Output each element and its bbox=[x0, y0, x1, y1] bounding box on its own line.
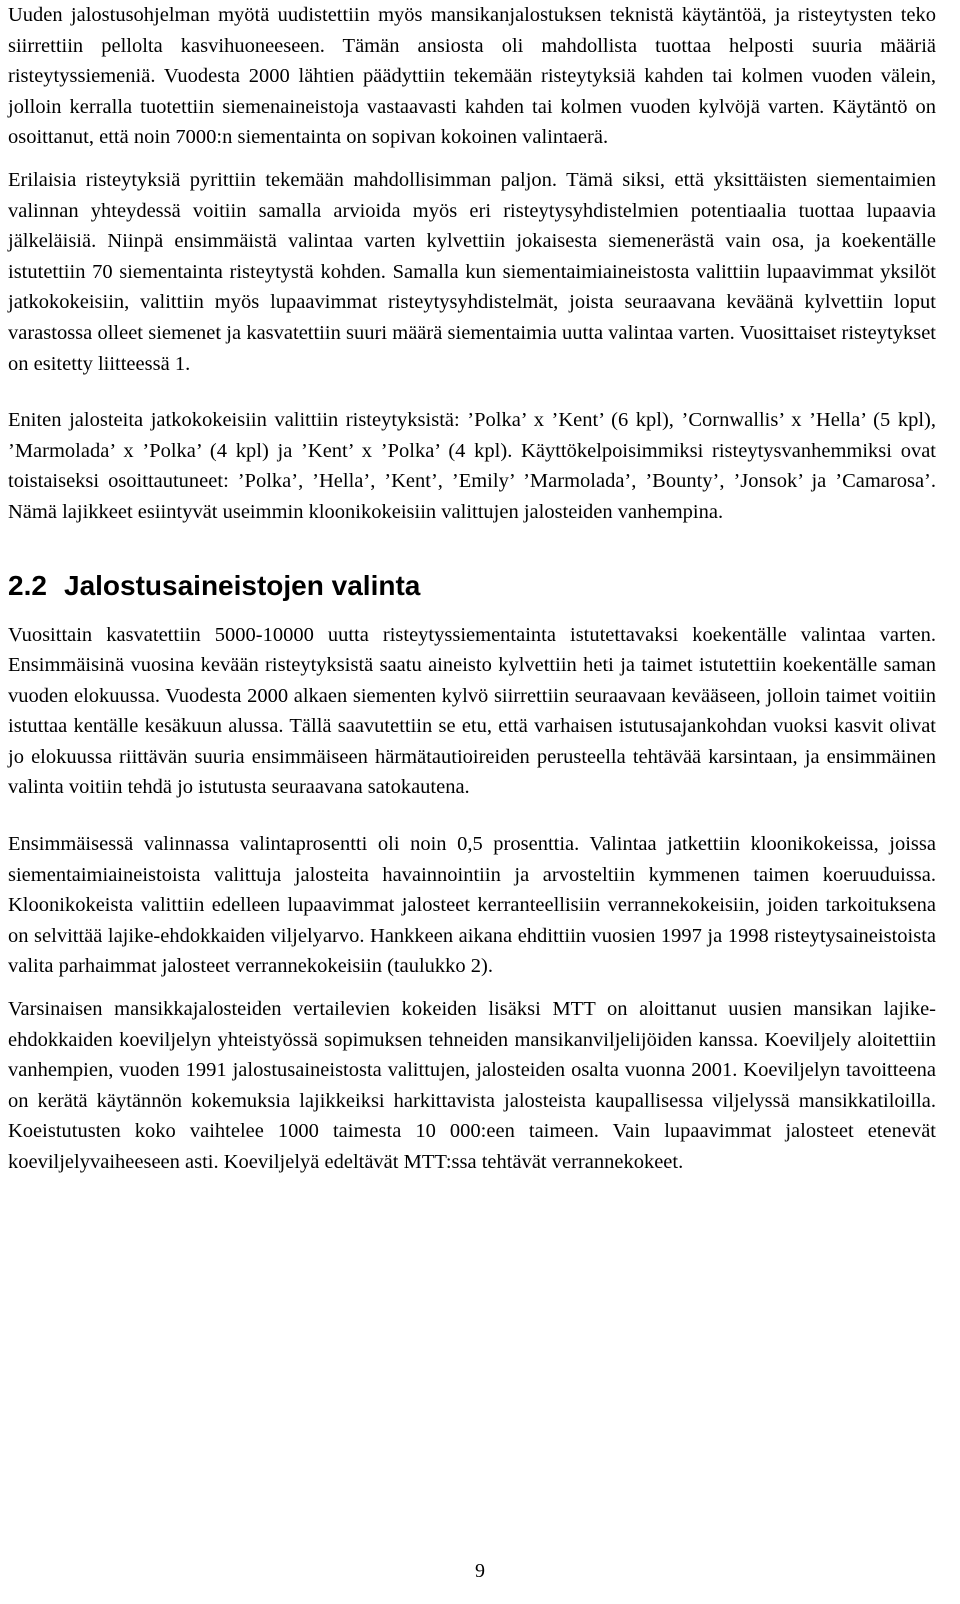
paragraph-trial-cultivation: Varsinaisen mansikkajalosteiden vertailevien kokeiden lisäksi MTT on aloittanut uusien mansikan lajike-ehdokkaiden koeviljelyn yhteistyössä sopimuksen tehneiden mansikanviljelijöiden kanssa. Koeviljely aloitettiin vanhempien, vuoden 1991 jalostusaineistosta valittujen, jalosteiden osalta vuonna 2001. Koeviljelyn tavoitteena on kerätä käytännön kokemuksia lajikkeiksi harkittavista jalosteista kaupallisessa viljelyssä mansikkatiloilla. Koeistutusten koko vaihtelee 1000 taimesta 10 000:een taimeen. Vain lupaavimmat jalosteet etenevät koeviljelyvaiheeseen asti. Koeviljelyä edeltävät MTT:ssa tehtävät verrannekokeet. bbox=[8, 998, 936, 1173]
paragraph-crossing-combinations: Erilaisia risteytyksiä pyrittiin tekemään mahdollisimman paljon. Tämä siksi, että yksittäisten siementaimien valinnan yhteydessä voitiin samalla arvioida myös eri risteytysyhdistelmien potentiaalia tuottaa lupaavia jälkeläisiä. Niinpä ensimmäistä valintaa varten kylvettiin jokaisesta siemenerästä vain osa, ja koekentälle istutettiin 70 siementainta risteytystä kohden. Samalla kun siementaimiaineistosta valittiin lupaavimmat yksilöt jatkokokeisiin, valittiin myös lupaavimmat risteytysyhdistelmät, joista seuraavana keväänä kylvettiin loput varastossa olleet siemenet ja kasvatettiin suuri määrä siementaimia uutta valintaa varten. Vuosittaiset risteytykset on esitetty liitteessä 1. bbox=[8, 168, 936, 375]
document-page bbox=[8, 0, 936, 1178]
section-heading bbox=[8, 566, 936, 606]
section-title: Jalostusaineistojen valinta bbox=[64, 569, 421, 601]
paragraph-best-parents: Eniten jalosteita jatkokokeisiin valittiin risteytyksistä: ’Polka’ x ’Kent’ (6 kpl), ’Cornwallis’ x ’Hella’ (5 kpl), ’Marmolada’ x ’Polka’ (4 kpl) ja ’Kent’ x ’Polka’ (4 kpl). Käyttökelpoisimmiksi risteytysvanhemmiksi ovat toistaiseksi osoittautuneet: ’Polka’, ’Hella’, ’Kent’, ’Emily’ ’Marmolada’, ’Bounty’, ’Jonsok’ ja ’Camarosa’. Nämä lajikkeet esiintyvät useimmin kloonikokeisiin valittujen jalosteiden vanhempina. bbox=[8, 409, 936, 523]
paragraph-seedling-cultivation: Vuosittain kasvatettiin 5000-10000 uutta risteytyssiementainta istutettavaksi koekentälle valintaa varten. Ensimmäisinä vuosina kevään risteytyksistä saatu aineisto kylvettiin heti ja taimet istutettiin koekentälle saman vuoden elokuussa. Vuodesta 2000 alkaen siementen kylvö siirrettiin seuraavaan kevääseen, jolloin taimet voitiin istuttaa kentälle kesäkuun alussa. Tällä saavutettiin se etu, että varhaisen istutusajankohdan vuoksi kasvit olivat jo elokuussa riittävän suuria ensimmäiseen härmätautioireiden perusteella tehtävää karsintaan, ja ensimmäinen valinta voitiin tehdä jo istutusta seuraavana satokautena. bbox=[8, 623, 936, 799]
paragraph-first-selection: Ensimmäisessä valinnassa valintaprosentti oli noin 0,5 prosenttia. Valintaa jatkettiin kloonikokeissa, joissa siementaimiaineistoista valittuja jalosteita havainnointiin ja arvosteltiin kymmenen taimen koeruuduissa. Kloonikokeista valittiin edelleen lupaavimmat jalosteet kerranteellisiin verrannekokeisiin, joiden tarkoituksena on selvittää lajike-ehdokkaiden viljelyarvo. Hankkeen aikana ehdittiin vuosien 1997 ja 1998 risteytysaineistoista valita parhaimmat jalosteet verrannekokeisiin (taulukko 2). bbox=[8, 833, 936, 978]
page-number: 9 bbox=[475, 1560, 485, 1582]
section-number: 2.2 bbox=[8, 569, 47, 601]
paragraph-crossing-technique: Uuden jalostusohjelman myötä uudistettiin myös mansikanjalostuksen teknistä käytäntöä, ja risteytysten teko siirrettiin pellolta kasvihuoneeseen. Tämän ansiosta oli mahdollista tuottaa helposti suuria määriä risteytyssiemeniä. Vuodesta 2000 lähtien päädyttiin tekemään risteytyksiä kahden tai kolmen vuoden välein, jolloin kerralla tuotettiin siemenaineistoja vastaavasti kahden tai kolmen vuoden kylvöjä varten. Käytäntö on osoittanut, että noin 7000:n siementainta on sopivan kokoinen valintaerä. bbox=[8, 4, 936, 149]
